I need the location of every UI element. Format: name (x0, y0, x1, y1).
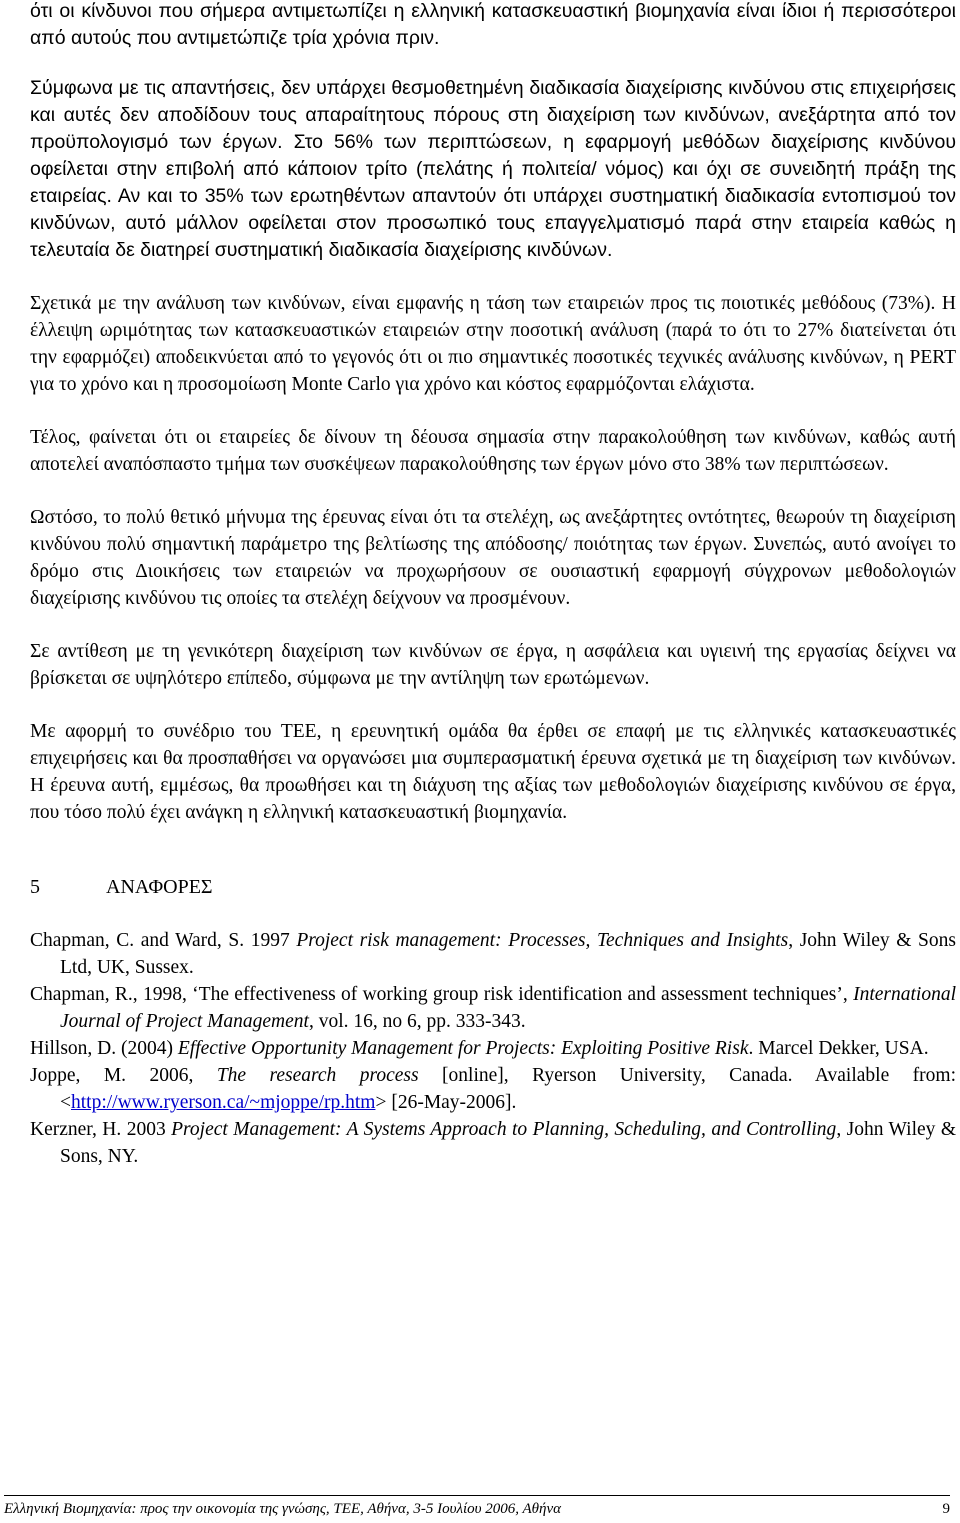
reference-list (30, 927, 956, 1170)
page-content (30, 0, 956, 1170)
paragraph-5: Ωστόσο, το πολύ θετικό μήνυμα της έρευνας είναι ότι τα στελέχη, ως ανεξάρτητες οντότητες, θεωρούν τη διαχείριση κινδύνου πολύ σημαντική παράμετρο της βελτίωσης της απόδοσης/ ποιότητας των έργων. Συνεπώς, αυτό ανοίγει το δρόμο στις Διοικήσεις των εταιρειών να προχωρήσουν σε ουσιαστική εφαρμογή σύγχρονων μεθοδολογιών διαχείρισης κινδύνου τις οποίες τα στελέχη δείχνουν να προσμένουν. (30, 507, 956, 609)
paragraph-1: ότι οι κίνδυνοι που σήμερα αντιμετωπίζει η ελληνική κατασκευαστική βιομηχανία είναι ίδιοι ή περισσότεροι από αυτούς που αντιμετώπιζε τρία χρόνια πριν. (30, 0, 956, 49)
section-title: ΑΝΑΦΟΡΕΣ (106, 876, 213, 898)
reference-item: Kerzner, H. 2003 Project Management: A Systems Approach to Planning, Scheduling, and Controlling, John Wiley & Sons, NY. (30, 1119, 956, 1167)
reference-link[interactable]: http://www.ryerson.ca/~mjoppe/rp.htm (71, 1092, 376, 1113)
reference-item: Chapman, R., 1998, ‘The effectiveness of working group risk identification and assessment techniques’, International Journal of Project Management, vol. 16, no 6, pp. 333-343. (30, 984, 956, 1032)
paragraph-2: Σύμφωνα με τις απαντήσεις, δεν υπάρχει θεσμοθετημένη διαδικασία διαχείρισης κινδύνου στις επιχειρήσεις και αυτές δεν αποδίδουν τους απαραίτητους πόρους στη διαχείριση των κινδύνων, ανεξάρτητα από τον προϋπολογισμό των έργων. Στο 56% των περιπτώσεων, η εφαρμογή μεθόδων διαχείρισης κινδύνου οφείλεται στην επιβολή από κάποιον τρίτο (πελάτης ή πολιτεία/ νόμος) και όχι σε συνειδητή πράξη της εταιρείας. Αν και το 35% των ερωτηθέντων απαντούν ότι υπάρχει συστηματική διαδικασία εντοπισμού τον κινδύνων, αυτό μάλλον οφείλεται στον προσωπικό τους επαγγελματισμό παρά στην εταιρεία καθώς η τελευταία δε διατηρεί συστηματική διαδικασία διαχείρισης κινδύνων. (30, 77, 956, 261)
footer-text: Ελληνική Βιομηχανία: προς την οικονομία της γνώσης, ΤΕΕ, Αθήνα, 3-5 Ιουλίου 2006, Αθήνα (4, 1501, 561, 1517)
page-footer (4, 1495, 950, 1520)
reference-item: Joppe, M. 2006, The research process [online], Ryerson University, Canada. Available from: <http://www.ryerson.ca/~mjoppe/rp.htm> [26-May-2006]. (30, 1065, 956, 1113)
paragraph-6: Σε αντίθεση με τη γενικότερη διαχείριση των κινδύνων σε έργα, η ασφάλεια και υγιεινή της εργασίας δείχνει να βρίσκεται σε υψηλότερο επίπεδο, σύμφωνα με την αντίληψη των ερωτώμενων. (30, 641, 956, 689)
reference-item: Hillson, D. (2004) Effective Opportunity Management for Projects: Exploiting Positive Risk. Marcel Dekker, USA. (30, 1038, 929, 1059)
paragraph-4: Τέλος, φαίνεται ότι οι εταιρείες δε δίνουν τη δέουσα σημασία στην παρακολούθηση των κινδύνων, καθώς αυτή αποτελεί αναπόσπαστο τμήμα των συσκέψεων παρακολούθησης των έργων μόνο στο 38% των περιπτώσεων. (30, 427, 956, 475)
paragraph-3: Σχετικά με την ανάλυση των κινδύνων, είναι εμφανής η τάση των εταιρειών προς τις ποιοτικές μεθόδους (73%). Η έλλειψη ωριμότητας των κατασκευαστικών εταιρειών στην ποσοτική ανάλυση (παρά το ότι το 27% διατείνεται ότι την εφαρμόζει) αποδεικνύεται από το γεγονός ότι οι πιο σημαντικές ποσοτικές τεχνικές ανάλυσης κινδύνων, η PERT για το χρόνο και η προσομοίωση Monte Carlo για χρόνο και κόστος εφαρμόζονται ελάχιστα. (30, 293, 956, 395)
section-number: 5 (30, 876, 40, 898)
section-heading (30, 874, 956, 901)
page-number: 9 (942, 1501, 950, 1517)
reference-item: Chapman, C. and Ward, S. 1997 Project risk management: Processes, Techniques and Insights, John Wiley & Sons Ltd, UK, Sussex. (30, 930, 956, 978)
paragraph-7: Με αφορμή το συνέδριο του ΤΕΕ, η ερευνητική ομάδα θα έρθει σε επαφή με τις ελληνικές κατασκευαστικές επιχειρήσεις και θα προσπαθήσει να οργανώσει μια συμπερασματική έρευνα σχετικά με τη διαχείριση των κινδύνων. Η έρευνα αυτή, εμμέσως, θα προωθήσει και τη διάχυση της αξίας των μεθοδολογιών διαχείρισης κινδύνου σε έργα, που τόσο πολύ έχει ανάγκη η ελληνική κατασκευαστική βιομηχανία. (30, 721, 956, 823)
